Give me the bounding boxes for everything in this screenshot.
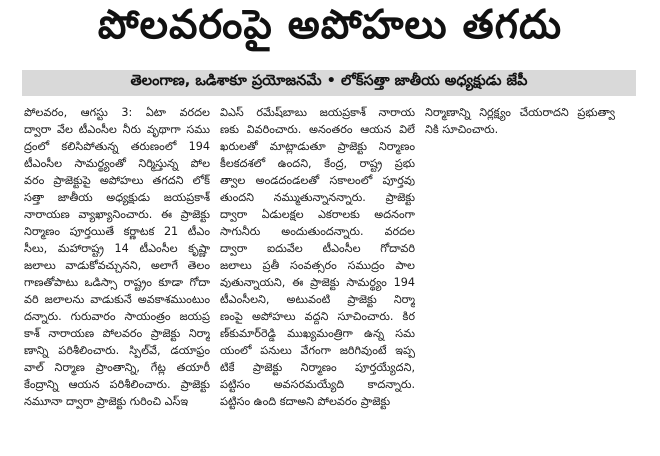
article-text-line: నారాయణ వ్యాఖ్యానించారు. ఈ ప్రాజెక్టు	[24, 208, 210, 221]
article-text-line: వుతున్నాయని, ఈ ప్రాజెక్టు సామర్థ్యం 194	[220, 276, 415, 289]
article-text-line: యంలో పనులు వేగంగా జరిగివుంటే ఇప్ప	[220, 344, 415, 357]
article-text-line: ణ్‌కుమార్‌రెడ్డి ముఖ్యమంత్రిగా ఉన్న సమ	[220, 327, 415, 340]
article-text-line: వాల్ నిర్మాణ ప్రాంతాన్ని, గేట్ల తయారీ	[24, 361, 210, 374]
article-text-line: పట్టిసం ఉంది కదాఅని పోలవరం ప్రాజెక్టు	[220, 395, 391, 408]
article-text-line: గాణతోపాటు ఒడిస్సా రాష్ట్రం కూడా గోదా	[24, 276, 210, 289]
article-text-line: విఎస్ రమేష్‌బాబు జయప్రకాశ్ నారాయ	[220, 106, 415, 119]
article-text-line: ఖరులతో మాట్లాడుతూ ప్రాజెక్టు నిర్మాణం	[220, 140, 415, 153]
article-text-line: పోలవరం, ఆగస్టు 3: ఏటా వరదల	[24, 106, 210, 119]
article-text-line: ణాన్ని పరిశీలించారు. స్పిల్‌వే, డయాఫ్రం	[24, 344, 210, 357]
article-text-line: ణంపై అపోహలు వద్దని సూచించారు. కిర	[220, 310, 415, 323]
article-text-line: కాశ్ నారాయణ పోలవరం ప్రాజెక్టు నిర్మా	[24, 327, 210, 340]
article-text-line: త్వాల అండదండలతో సకాలంలో పూర్తవు	[220, 174, 415, 187]
article-column-2	[220, 104, 415, 410]
article-text-line: నిర్మాణాన్ని నిర్లక్ష్యం చేయరాదని ప్రభుత్వా	[425, 106, 615, 119]
article-text-line: ద్వారా వేల టీఎంసీల నీరు వృథాగా సము	[24, 123, 210, 136]
article-text-line: ణకు వివరించారు. అనంతరం ఆయన విలే	[220, 123, 415, 136]
article-text-line: సత్తా జాతీయ అధ్యక్షుడు జయప్రకాశ్	[24, 191, 210, 204]
article-text-line: తుందని నమ్ముతున్నానన్నారు. ప్రాజెక్టు	[220, 191, 415, 204]
article-text-line: ద్వారా ఐదువేల టీఎంసీల గోదావరి	[220, 242, 415, 255]
article-text-line: దన్నారు. గురువారం సాయంత్రం జయప్ర	[24, 310, 210, 323]
article-text-line: కేంద్రాన్ని ఆయన పరిశీలించారు. ప్రాజెక్టు	[24, 378, 210, 391]
article-text-line: జలాలు వాడుకోవచ్చునని, అలాగే తెలం	[24, 259, 210, 272]
article-text-line: సీలు, మహారాష్ట్ర 14 టీఎంసీల కృష్ణా	[24, 242, 210, 255]
article-text-line: టీఎంసీలని, అటువంటి ప్రాజెక్టు నిర్మా	[220, 293, 415, 306]
article-column-1	[24, 104, 210, 410]
article-text-line: నికి సూచించారు.	[425, 123, 499, 136]
article-text-line: టీఎంసీల సామర్థ్యంతో నిర్మిస్తున్న పోల	[24, 157, 210, 170]
article-text-line: ద్రంలో కలిసిపోతున్న తరుణంలో 194	[24, 140, 210, 153]
article-text-line: సాగునీరు అందుతుందన్నారు. వరదల	[220, 225, 415, 238]
article-text-line: నమూనా ద్వారా ప్రాజెక్టు గురించి ఎస్‌ఇ	[24, 395, 189, 408]
article-text-line: కీలకదశలో ఉందని, కేంద్ర, రాష్ట్ర ప్రభు	[220, 157, 415, 170]
article-column-3	[425, 104, 615, 138]
article-text-line: వరి జలాలను వాడుకునే అవకాశముంటుం	[24, 293, 210, 306]
article-text-line: టికే ప్రాజెక్టు నిర్మాణం పూర్తయ్యేదని,	[220, 361, 415, 374]
article-text-line: నిర్మాణం పూర్తయితే కర్ణాటక 21 టీఎం	[24, 225, 210, 238]
article-text-line: పట్టిసం అవసరమయ్యేది కాదన్నారు.	[220, 378, 415, 391]
headline: పోలవరంపై అపోహలు తగదు	[97, 2, 563, 48]
article-text-line: వరం ప్రాజెక్టుపై అపోహలు తగదని లోక్	[24, 174, 210, 187]
article-text-line: జలాలు ప్రతీ సంవత్సరం సముద్రం పాల	[220, 259, 415, 272]
article-text-line: ద్వారా ఏడులక్షల ఎకరాలకు అదనంగా	[220, 208, 415, 221]
subheadline-banner: తెలంగాణ, ఒడిశాకూ ప్రయోజనమే • లోక్‌సత్తా జాతీయ అధ్యక్షుడు జేపీ	[22, 70, 636, 96]
